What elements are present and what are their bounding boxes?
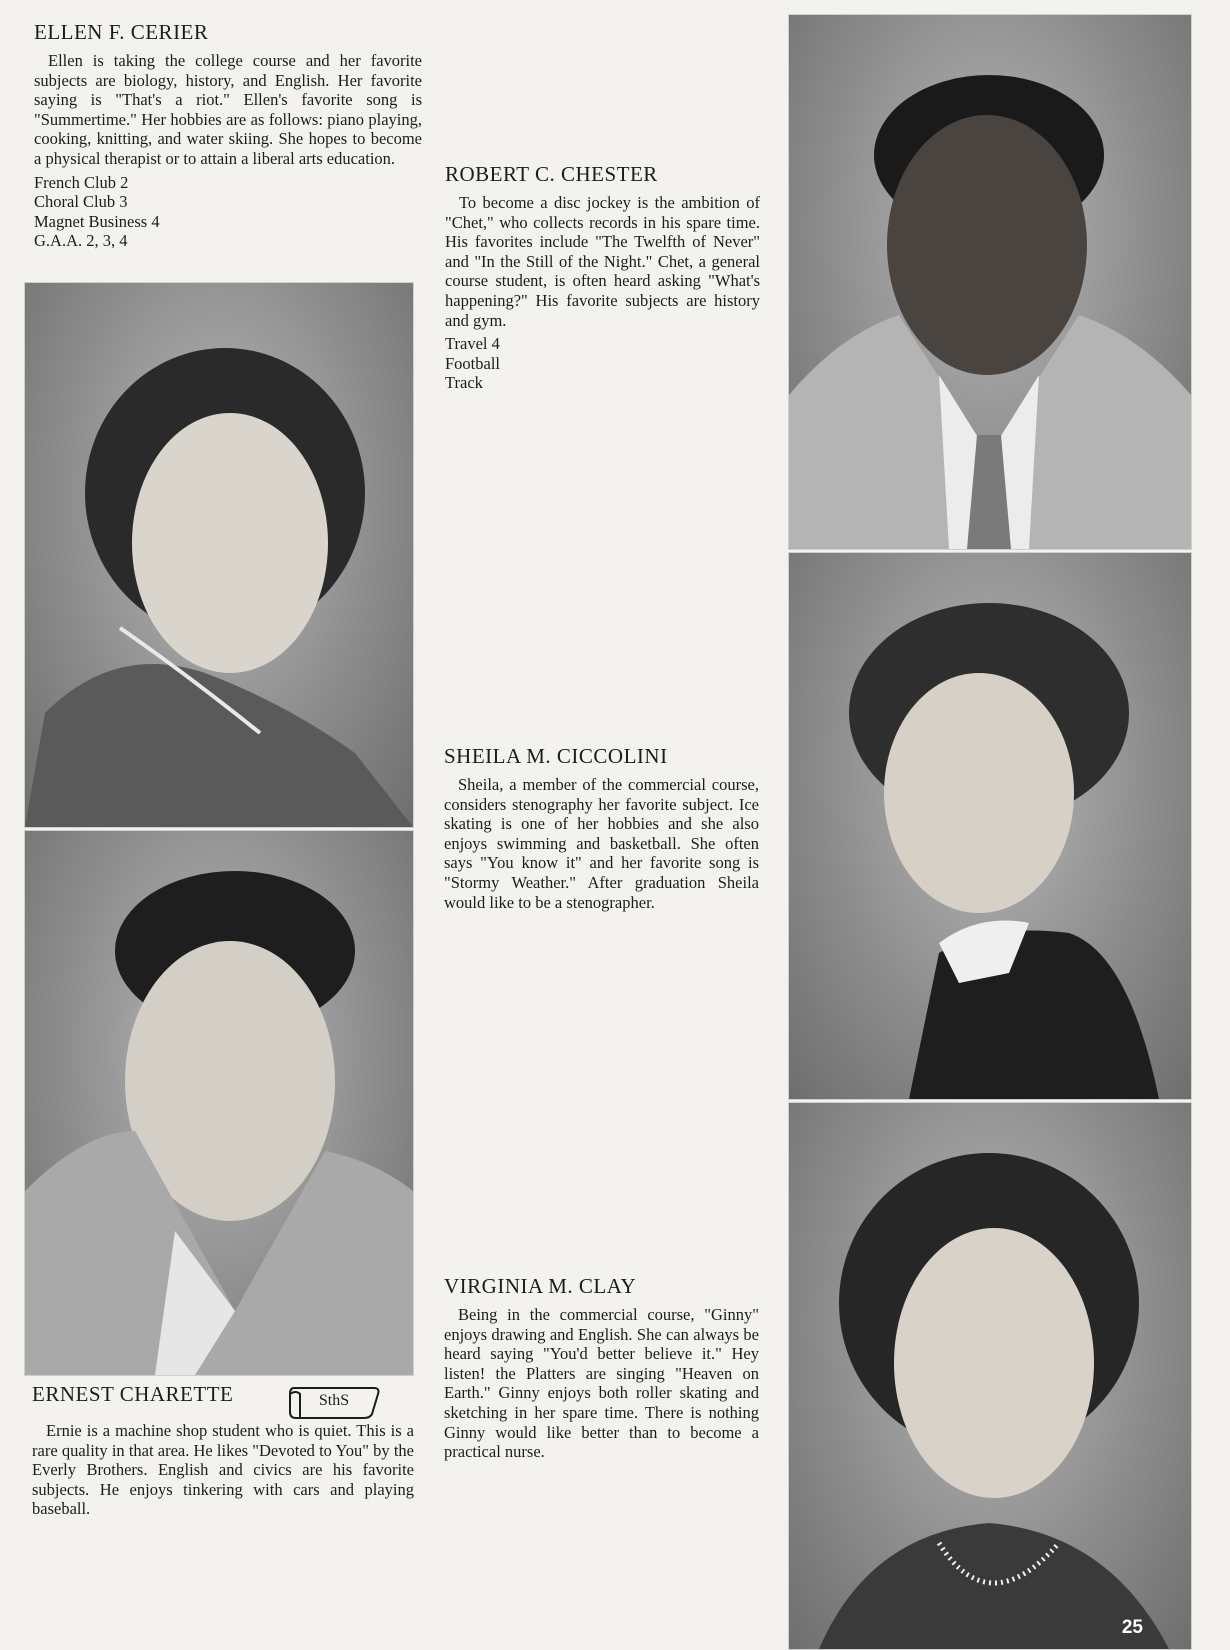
robert-name: ROBERT C. CHESTER bbox=[445, 162, 658, 186]
robert-activities bbox=[445, 334, 760, 393]
entry-robert bbox=[445, 162, 760, 393]
activity-item: Track bbox=[445, 373, 483, 393]
sheila-portrait bbox=[788, 552, 1192, 1100]
activity-item: Choral Club 3 bbox=[34, 192, 128, 212]
scroll-badge bbox=[286, 1384, 382, 1420]
ellen-name: ELLEN F. CERIER bbox=[34, 20, 209, 44]
entry-sheila bbox=[444, 744, 759, 912]
page-number: 25 bbox=[1121, 1617, 1143, 1638]
virginia-portrait bbox=[788, 1102, 1192, 1650]
robert-portrait bbox=[788, 14, 1192, 550]
ernest-bio: Ernie is a machine shop student who is quiet. This is a rare quality in that area. He likes "Devoted to You" by the Everly Brothers. English and civics are his favorite subjects. He enjoys tinkering with cars and playing baseball. bbox=[32, 1421, 414, 1519]
ernest-name: ERNEST CHARETTE bbox=[32, 1382, 234, 1406]
activity-item: Magnet Business 4 bbox=[34, 211, 160, 231]
activity-item: French Club 2 bbox=[34, 172, 129, 192]
ellen-bio: Ellen is taking the college course and her favorite subjects are biology, history, and English. Her favorite saying is "That's a riot." Ellen's favorite song is "Summertime." Her hobbies are as follows: piano playing, cooking, knitting, and water skiing. She hopes to become a physical therapist or to attain a liberal arts education. bbox=[34, 51, 422, 168]
activity-item: Football bbox=[445, 353, 501, 373]
sheila-bio: Sheila, a member of the commercial course, considers stenography her favorite subject. Ice skating is one of her hobbies and she also enjoys swimming and basketball. She often says "You know it" and her favorite song is "Stormy Weather." After graduation Sheila would like to be a stenographer. bbox=[444, 775, 759, 912]
entry-ellen bbox=[34, 20, 422, 251]
ernest-portrait bbox=[24, 830, 414, 1376]
robert-bio: To become a disc jockey is the ambition of "Chet," who collects records in his spare time. His favorites include "The Twelfth of Never" and "In the Still of the Night." Chet, a general course student, is often heard asking "What's happening?" His favorite subjects are history and gym. bbox=[445, 193, 760, 330]
virginia-name: VIRGINIA M. CLAY bbox=[444, 1274, 637, 1298]
ellen-activities bbox=[34, 173, 422, 251]
activity-item: G.A.A. 2, 3, 4 bbox=[34, 231, 128, 251]
entry-virginia bbox=[444, 1274, 759, 1462]
sheila-name: SHEILA M. CICCOLINI bbox=[444, 744, 668, 768]
virginia-bio: Being in the commercial course, "Ginny" enjoys drawing and English. She can always be heard saying "You'd better believe it." Hey listen! the Platters are singing "Heaven on Earth." Ginny enjoys both roller skating and sketching in her spare time. There is nothing Ginny would like better than to become a practical nurse. bbox=[444, 1305, 759, 1462]
ellen-portrait bbox=[24, 282, 414, 828]
scroll-badge-text: SthS bbox=[318, 1392, 350, 1409]
activity-item: Travel 4 bbox=[445, 334, 500, 354]
